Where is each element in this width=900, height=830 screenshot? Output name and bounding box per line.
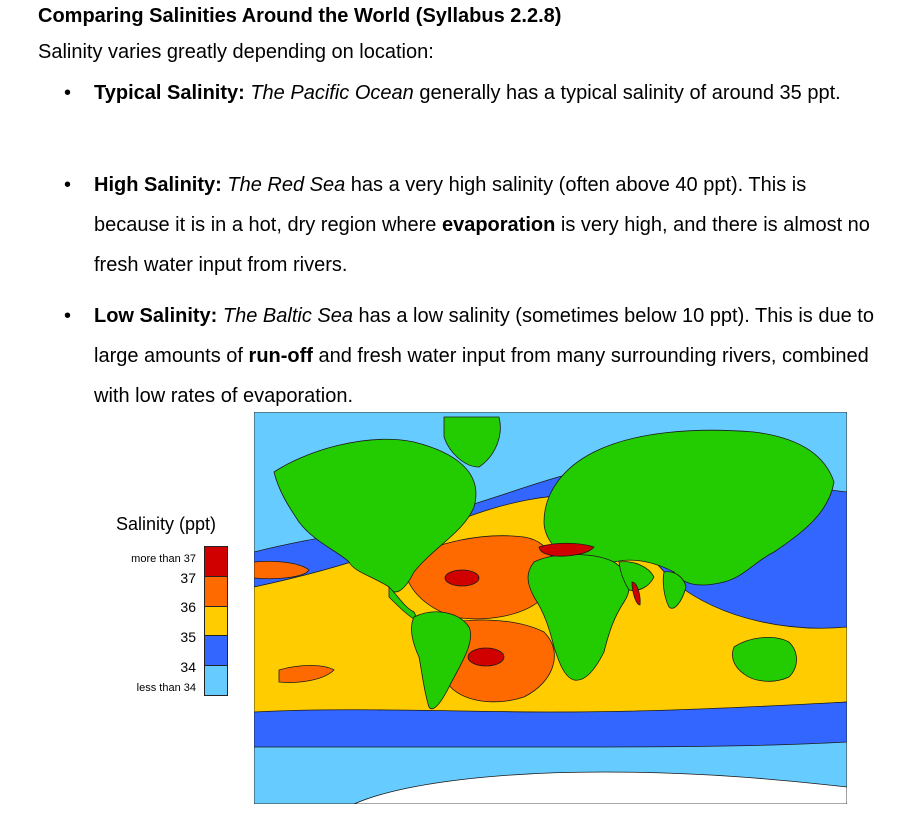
legend-label-35: 35 [180,629,196,645]
list-item-high [64,165,874,285]
legend-label-36: 36 [180,599,196,615]
legend-swatch-mid [205,607,227,637]
bullet-term: run-off [248,345,313,367]
legend-swatch-very-high [205,547,227,577]
bullet-text: and fresh water input from many surrounding rivers, combined with low rates of evaporation. [94,345,869,407]
legend-swatch-high [205,577,227,607]
legend-swatch-very-low [205,666,227,695]
legend-label-min: less than 34 [136,682,196,694]
world-salinity-map [254,412,847,804]
legend-title: Salinity (ppt) [116,514,217,534]
bullet-place: The Baltic Sea [222,305,353,327]
legend-label-34: 34 [180,659,196,675]
bullet-text: has a very high salinity (often above 40 ppt). This is because it is in a hot, dry region where [94,174,807,236]
bullet-dot: • [64,174,72,196]
south-atlantic-very-high [468,648,504,666]
bullet-term: evaporation [441,214,556,236]
legend-swatch-low [205,636,227,666]
legend-label-max: more than 37 [131,553,196,565]
intro-text: Salinity varies greatly depending on location: [38,41,434,63]
bullet-label: High Salinity: [94,174,222,196]
page-title: Comparing Salinities Around the World (Syllabus 2.2.8) [38,5,562,27]
bullet-text: is very high, and there is almost no fresh water input from rivers. [94,214,870,276]
list-item-low [64,296,874,416]
legend-label-37: 37 [180,570,196,586]
bullet-place: The Pacific Ocean [250,82,414,104]
bullet-text: generally has a typical salinity of around 35 ppt. [413,82,841,104]
legend-color-bar [204,546,228,696]
bullet-label: Typical Salinity: [94,82,245,104]
bullet-dot: • [64,82,72,104]
bullet-label: Low Salinity: [94,305,218,327]
bullet-text: has a low salinity (sometimes below 10 ppt). This is due to large amounts of [94,305,874,367]
list-item-typical [64,73,874,113]
bullet-dot: • [64,305,72,327]
bullet-place: The Red Sea [227,174,346,196]
north-atlantic-very-high [445,570,479,586]
